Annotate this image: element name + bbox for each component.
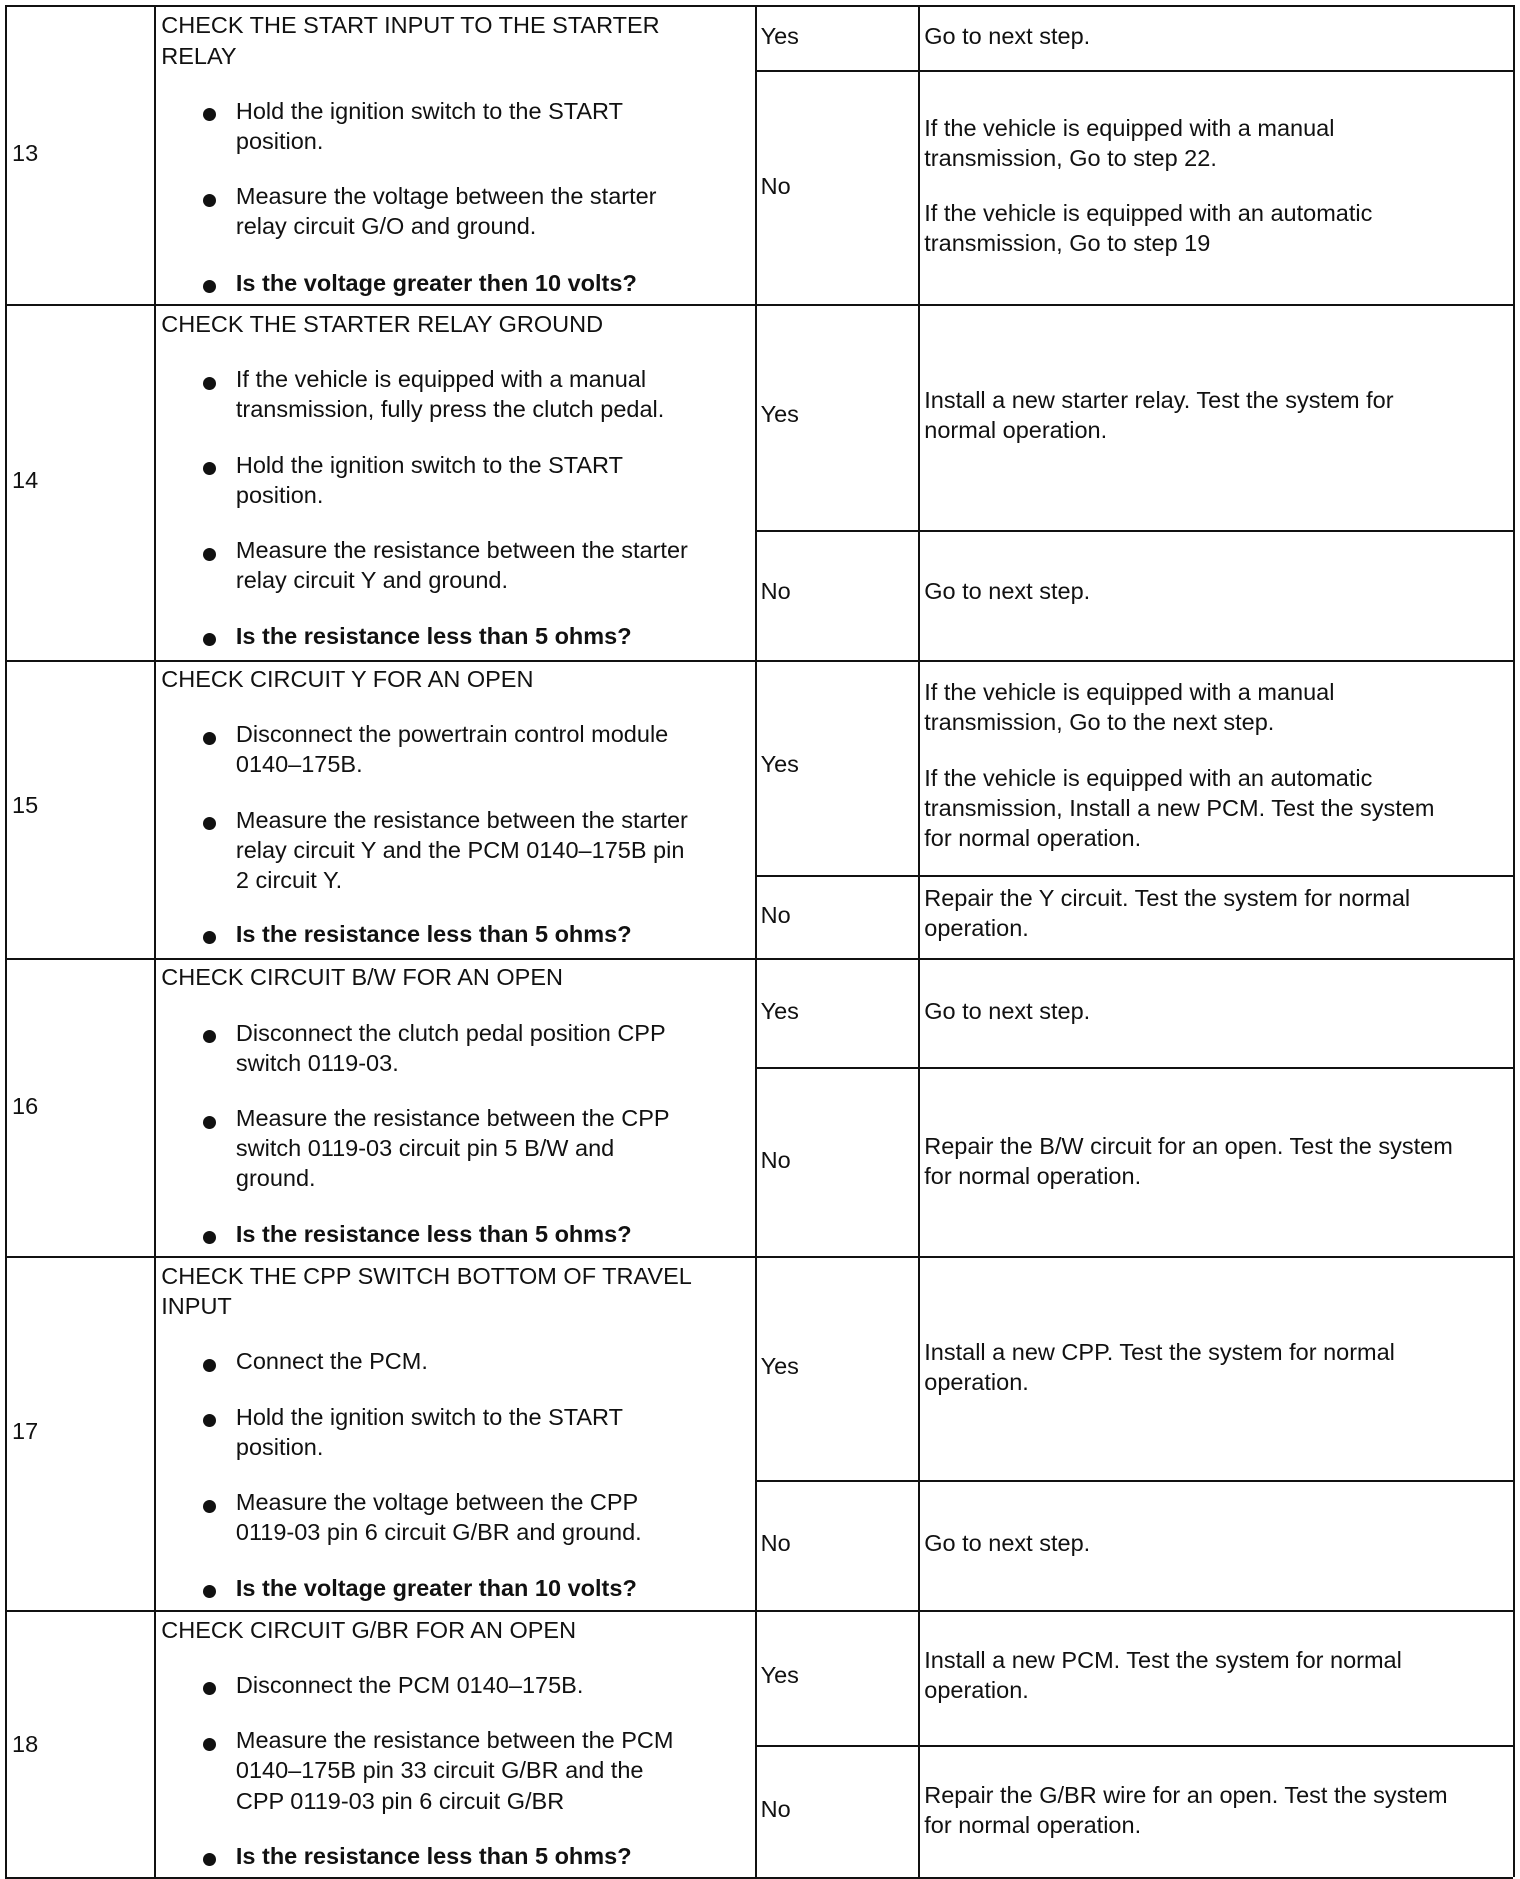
procedure-item: If the vehicle is equipped with a manual — [235, 366, 647, 393]
row-divider — [5, 660, 1513, 662]
procedure-item: Measure the resistance between the PCM — [235, 1727, 674, 1754]
no-label: No — [760, 1530, 791, 1557]
step-title: CHECK CIRCUIT Y FOR AN OPEN — [161, 665, 534, 692]
step-question: Is the resistance less than 5 ohms? — [235, 1842, 632, 1869]
yes-action-text: Install a new starter relay. Test the system for — [924, 386, 1394, 413]
procedure-item: position. — [235, 1433, 324, 1460]
step-title: CHECK CIRCUIT G/BR FOR AN OPEN — [161, 1616, 577, 1643]
bullet-icon — [203, 732, 216, 745]
bullet-icon — [203, 1682, 216, 1695]
row-divider — [5, 1256, 1513, 1258]
column-divider — [755, 5, 757, 1878]
no-action-text: Go to next step. — [924, 1530, 1091, 1557]
yes-label: Yes — [760, 23, 799, 50]
no-label: No — [760, 901, 791, 928]
step-title: RELAY — [161, 42, 237, 69]
column-divider — [154, 5, 156, 1878]
procedure-item: CPP 0119-03 pin 6 circuit G/BR — [235, 1787, 565, 1814]
yes-action-text: for normal operation. — [924, 824, 1142, 851]
procedure-item: position. — [235, 127, 324, 154]
step-question: Is the resistance less than 5 ohms? — [235, 622, 632, 649]
procedure-item: Hold the ignition switch to the START — [235, 451, 623, 478]
column-divider — [5, 5, 7, 1878]
bullet-icon — [203, 462, 216, 475]
yes-action-text: Go to next step. — [924, 23, 1091, 50]
step-number: 16 — [12, 1093, 39, 1120]
bullet-icon — [203, 1738, 216, 1751]
procedure-item: switch 0119-03 circuit pin 5 B/W and — [235, 1135, 615, 1162]
procedure-item: Measure the voltage between the starter — [235, 183, 657, 210]
yes-action-text: Go to next step. — [924, 998, 1091, 1025]
bullet-icon — [203, 1116, 216, 1129]
yes-action-text: normal operation. — [924, 416, 1108, 443]
no-label: No — [760, 578, 791, 605]
procedure-item: Measure the voltage between the CPP — [235, 1489, 639, 1516]
procedure-item: relay circuit G/O and ground. — [235, 213, 537, 240]
no-action-text: If the vehicle is equipped with a manual — [924, 114, 1335, 141]
procedure-item: 0140–175B pin 33 circuit G/BR and the — [235, 1757, 644, 1784]
no-label: No — [760, 1147, 791, 1174]
bullet-icon — [203, 280, 216, 293]
procedure-item: relay circuit Y and ground. — [235, 567, 509, 594]
row-divider — [755, 530, 1513, 532]
no-action-text: for normal operation. — [924, 1811, 1142, 1838]
step-question: Is the resistance less than 5 ohms? — [235, 1220, 632, 1247]
procedure-item: Disconnect the PCM 0140–175B. — [235, 1672, 584, 1699]
bullet-icon — [203, 1585, 216, 1598]
yes-label: Yes — [760, 751, 799, 778]
yes-action-text: operation. — [924, 1368, 1029, 1395]
procedure-item: transmission, fully press the clutch pedal. — [235, 396, 665, 423]
row-divider — [5, 1610, 1513, 1612]
procedure-item: Disconnect the powertrain control module — [235, 721, 669, 748]
no-action-text: transmission, Go to step 22. — [924, 144, 1217, 171]
step-title: INPUT — [161, 1292, 232, 1319]
step-question: Is the resistance less than 5 ohms? — [235, 921, 632, 948]
step-title: CHECK CIRCUIT B/W FOR AN OPEN — [161, 964, 563, 991]
procedure-item: ground. — [235, 1165, 316, 1192]
step-number: 15 — [12, 792, 39, 819]
no-action-text: transmission, Go to step 19 — [924, 230, 1211, 257]
bullet-icon — [203, 931, 216, 944]
no-action-text: Go to next step. — [924, 578, 1091, 605]
no-action-text: Repair the B/W circuit for an open. Test the system — [924, 1132, 1453, 1159]
no-action-text: operation. — [924, 915, 1029, 942]
yes-action-text: operation. — [924, 1676, 1029, 1703]
yes-label: Yes — [760, 998, 799, 1025]
no-label: No — [760, 1796, 791, 1822]
procedure-item: Measure the resistance between the starter — [235, 537, 688, 564]
step-number: 18 — [12, 1731, 39, 1758]
no-action-text: If the vehicle is equipped with an automatic — [924, 200, 1373, 227]
bullet-icon — [203, 1853, 216, 1866]
bullet-icon — [203, 1030, 216, 1043]
step-number: 17 — [12, 1418, 39, 1445]
procedure-item: Connect the PCM. — [235, 1348, 428, 1375]
procedure-item: Measure the resistance between the CPP — [235, 1105, 670, 1132]
bullet-icon — [203, 548, 216, 561]
procedure-item: relay circuit Y and the PCM 0140–175B pin — [235, 836, 685, 863]
procedure-item: Hold the ignition switch to the START — [235, 1403, 623, 1430]
step-title: CHECK THE STARTER RELAY GROUND — [161, 310, 604, 337]
step-number: 13 — [12, 140, 39, 166]
bullet-icon — [203, 1500, 216, 1513]
procedure-item: Disconnect the clutch pedal position CPP — [235, 1019, 666, 1046]
step-number: 14 — [12, 467, 39, 494]
step-question: Is the voltage greater then 10 volts? — [235, 269, 637, 296]
row-divider — [755, 875, 1513, 877]
yes-label: Yes — [760, 1353, 799, 1380]
bullet-icon — [203, 1414, 216, 1427]
step-question: Is the voltage greater than 10 volts? — [235, 1574, 637, 1601]
yes-action-text: If the vehicle is equipped with an automatic — [924, 764, 1373, 791]
bullet-icon — [203, 817, 216, 830]
no-action-text: for normal operation. — [924, 1162, 1142, 1189]
no-label: No — [760, 172, 791, 199]
column-divider — [918, 5, 920, 1878]
bullet-icon — [203, 1231, 216, 1244]
procedure-item: position. — [235, 481, 324, 508]
row-divider — [5, 5, 1513, 7]
no-action-text: Repair the G/BR wire for an open. Test the system — [924, 1781, 1448, 1808]
row-divider — [5, 958, 1513, 960]
row-divider — [755, 1480, 1513, 1482]
procedure-item: 2 circuit Y. — [235, 866, 343, 893]
bullet-icon — [203, 194, 216, 207]
bullet-icon — [203, 377, 216, 390]
column-divider — [1513, 5, 1515, 1878]
yes-action-text: transmission, Go to the next step. — [924, 709, 1275, 736]
row-divider — [755, 1067, 1513, 1069]
procedure-item: 0119-03 pin 6 circuit G/BR and ground. — [235, 1519, 642, 1546]
yes-action-text: transmission, Install a new PCM. Test the system — [924, 794, 1435, 821]
yes-action-text: If the vehicle is equipped with a manual — [924, 679, 1335, 706]
bullet-icon — [203, 1359, 216, 1372]
yes-label: Yes — [760, 1662, 799, 1689]
row-divider — [5, 304, 1513, 306]
step-title: CHECK THE START INPUT TO THE STARTER — [161, 12, 660, 39]
bullet-icon — [203, 108, 216, 121]
procedure-item: Hold the ignition switch to the START — [235, 97, 623, 124]
procedure-item: Measure the resistance between the starter — [235, 806, 688, 833]
step-title: CHECK THE CPP SWITCH BOTTOM OF TRAVEL — [161, 1262, 692, 1289]
yes-action-text: Install a new PCM. Test the system for normal — [924, 1646, 1402, 1673]
row-divider — [755, 70, 1513, 72]
procedure-item: 0140–175B. — [235, 751, 363, 778]
row-divider — [755, 1745, 1513, 1747]
procedure-item: switch 0119-03. — [235, 1049, 399, 1076]
yes-label: Yes — [760, 401, 799, 428]
bullet-icon — [203, 633, 216, 646]
no-action-text: Repair the Y circuit. Test the system for normal — [924, 884, 1411, 911]
yes-action-text: Install a new CPP. Test the system for normal — [924, 1338, 1395, 1365]
